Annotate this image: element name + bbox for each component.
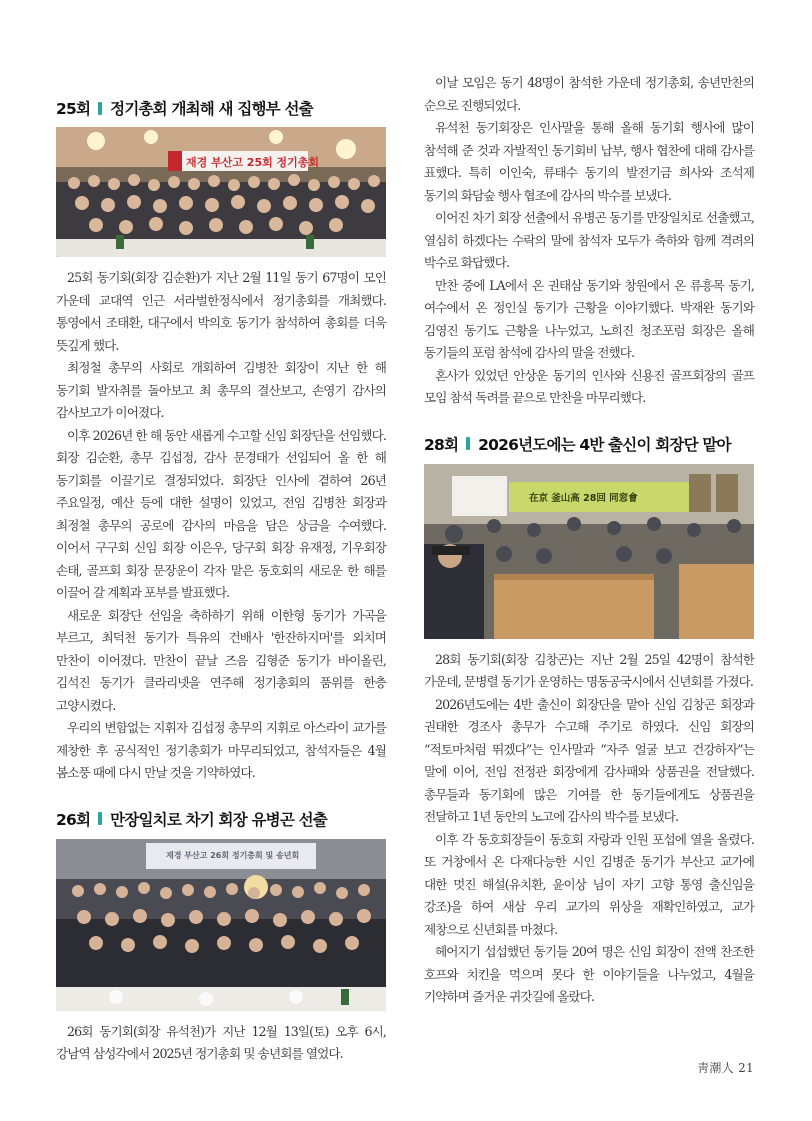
heading-marker-icon xyxy=(466,437,470,450)
section-26-paragraph: 이날 모임은 동기 48명이 참석한 가운데 정기총회, 송년만찬의 순으로 진행되었다. xyxy=(424,75,754,113)
section-25-photo-banner: 재경 부산고 25회 정기총회 xyxy=(186,156,320,169)
section-26-body-continued xyxy=(424,72,754,410)
heading-marker-icon xyxy=(98,102,102,115)
section-28-paragraph: 헤어지기 섭섭했던 동기들 20여 명은 신임 회장이 전액 찬조한 호프와 치킨을 먹으며 못다 한 이야기들을 나누었고, 4월을 기약하며 즐거운 귀갓길에 올랐다. xyxy=(424,944,754,1004)
section-28-heading xyxy=(424,432,754,456)
section-25-paragraph: 이후 2026년 한 해 동안 새롭게 수고할 신임 회장단을 선임했다. 회장 김순환, 총무 김섭정, 감사 문경태가 선임되어 올 한 해 동기회를 이끌기로 결정되었다. 회장단 인사에 곁하여 26년 주요일정, 예산 등에 대한 설명이 있었고, 전임 김병찬 회장과 최정철 총무의 공로에 감사의 마음을 담은 상금을 수여했다. 이어서 구구회 신임 회장 이은우, 당구회 회장 유재정, 기우회장 손태, 골프회 회장 문장운이 각자 맡은 동호회의 새로운 한 해를 이끌어 갈 계획과 포부를 발표했다. xyxy=(56,427,386,600)
section-28-title: 2026년도에는 4반 출신이 회장단 맡아 xyxy=(478,435,731,454)
section-28-photo xyxy=(424,464,754,639)
section-26-paragraph: 유석천 동기회장은 인사말을 통해 올해 동기회 행사에 많이 참석해 준 것과 자발적인 동기회비 납부, 행사 협찬에 대해 감사를 표했다. 특히 이인숙, 류태수 동기의 발전기금 희사와 조석제 동기의 화담숲 행사 협조에 감사의 박수를 보냈다. xyxy=(424,120,754,203)
section-26-paragraph: 만찬 중에 LA에서 온 권태삼 동기와 창원에서 온 류흥목 동기, 여수에서 온 정인실 동기가 근황을 이야기했다. 박재완 동기와 김영진 동기도 근황을 나누었고, 노희진 청조포럼 회장은 올해 동기들의 포럼 참석에 감사의 말을 전했다. xyxy=(424,277,754,360)
section-26-paragraph: 26회 동기회(회장 유석천)가 지난 12월 13일(토) 오후 6시, 강남역 삼성각에서 2025년 정기총회 및 송년회를 열었다. xyxy=(56,1023,386,1061)
section-25-paragraph: 새로운 회장단 선임을 축하하기 위해 이한형 동기가 가곡을 부르고, 최덕천 동기가 특유의 건배사 '한잔하지머'를 외치며 만찬이 이어졌다. 만찬이 끝날 즈음 김형준 동기가 바이올린, 김석진 동기가 클라리넷을 연주해 정기총회의 품위를 한층 고양시켰다. xyxy=(56,607,386,713)
section-28-paragraph: 2026년도에는 4반 출신이 회장단을 맡아 신임 김창곤 회장과 권태한 경조사 총무가 수고해 주기로 하였다. 신임 회장의 “적토마처럼 뛰겠다”는 인사말과 “자주 얼굴 보고 건강하자”는 말에 이어, 전임 전정관 회장에게 감사패와 상품권을 전달했다. 총무들과 동기회에 많은 기여를 한 동기들에게도 상품권을 전달하고 1년 동안의 노고에 감사의 박수를 보냈다. xyxy=(424,696,754,824)
section-26-heading xyxy=(56,807,386,831)
section-26-number: 26회 xyxy=(56,810,91,829)
section-26-body xyxy=(56,1021,386,1066)
section-26-paragraph: 혼사가 있었던 안상운 동기의 인사와 신용진 골프회장의 골프 모임 참석 독려를 끝으로 만찬을 마무리했다. xyxy=(424,367,754,405)
section-25-paragraph: 최정철 총무의 사회로 개회하여 김병찬 회장이 지난 한 해 동기회 발자취를 돌아보고 최 총무의 결산보고, 손영기 감사의 감사보고가 이어졌다. xyxy=(56,360,386,420)
section-28-body xyxy=(424,649,754,1009)
section-28-photo-banner: 在京 釜山高 28回 同窓會 xyxy=(529,492,638,504)
section-25-number: 25회 xyxy=(56,100,91,118)
section-28-paragraph: 이후 각 동호회장들이 동호회 자랑과 인원 포섭에 열을 올렸다. 또 거창에서 온 다재다능한 시인 김병준 동기가 부산고 교가에 대한 멋진 해설(유치환, 윤이상 님이 자기 고향 통영 출신임을 강조)을 하여 새삼 우리 교가의 위상을 재확인하였고, 교가 제창으로 신년회를 마쳤다. xyxy=(424,831,754,937)
left-column xyxy=(56,96,386,1066)
section-25-photo xyxy=(56,127,386,257)
section-25-body xyxy=(56,267,386,785)
page-footer: 靑潮人 21 xyxy=(697,1061,754,1075)
section-26-photo xyxy=(56,839,386,1011)
right-column xyxy=(424,72,754,1009)
section-26-title: 만장일치로 차기 회장 유병곤 선출 xyxy=(110,810,327,829)
section-25-title: 정기총회 개최해 새 집행부 선출 xyxy=(110,100,313,118)
section-26-photo-banner: 재경 부산고 26회 정기총회 및 송년회 xyxy=(166,850,300,860)
section-25-paragraph: 25회 동기회(회장 김순환)가 지난 2월 11일 동기 67명이 모인 가운데 교대역 인근 서라벌한정식에서 정기총회를 개최했다. 통영에서 조태환, 대구에서 박의호 동기가 참석하여 총회를 더욱 뜻깊게 했다. xyxy=(56,270,386,353)
section-25-paragraph: 우리의 변함없는 지휘자 김섭정 총무의 지휘로 아스라이 교가를 제창한 후 공식적인 정기총회가 마무리되었고, 참석자들은 4월 봄소풍 때에 다시 만날 것을 기약하였다. xyxy=(56,720,386,780)
section-25-heading xyxy=(56,96,386,120)
section-26-paragraph: 이어진 차기 회장 선출에서 유병곤 동기를 만장일치로 선출했고, 열심히 하겠다는 수락의 말에 참석자 모두가 축하와 함께 격려의 박수로 화답했다. xyxy=(424,210,754,270)
section-28-paragraph: 28회 동기회(회장 김창곤)는 지난 2월 25일 42명이 참석한 가운데, 문병렬 동기가 운영하는 명동공국시에서 신년회를 가졌다. xyxy=(424,651,754,689)
section-28-number: 28회 xyxy=(424,435,459,454)
heading-marker-icon xyxy=(98,812,102,825)
